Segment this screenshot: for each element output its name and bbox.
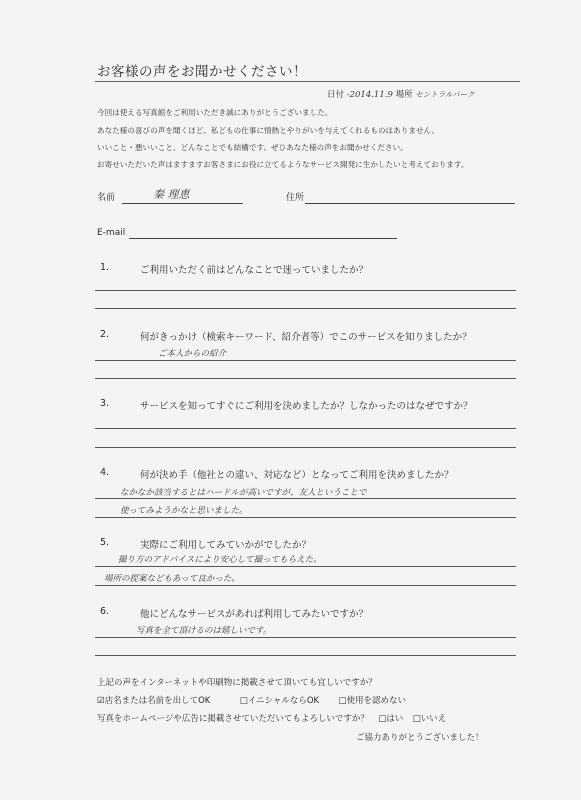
answer-line[interactable]: [95, 655, 516, 656]
answer-text: 使ってみようかなと思いました。: [120, 506, 248, 516]
answer-line[interactable]: [95, 637, 516, 638]
page-title: お客様の声をお聞かせください！: [97, 64, 307, 80]
question-text: 実際にご利用してみていかがでしたか？: [140, 540, 312, 551]
option-no-checkbox[interactable]: □いいえ: [412, 714, 447, 724]
question-number: 1.: [100, 262, 110, 273]
permission-question: 上記の声をインターネットや印刷物に掲載させて頂いても宜しいですか？: [97, 678, 377, 688]
answer-line[interactable]: [95, 360, 516, 361]
option-yes-checkbox[interactable]: □はい: [378, 714, 404, 724]
name-label: 名前: [97, 193, 116, 203]
question-number: 5.: [100, 537, 110, 548]
address-label: 住所: [286, 193, 305, 203]
question-text: 何が決め手（他社との違い、対応など）となってご利用を決めましたか？: [140, 470, 454, 481]
question-text: 他にどんなサービスがあれば利用してみたいですか？: [140, 609, 369, 620]
option-initial-checkbox[interactable]: □イニシャルならOK: [239, 696, 320, 706]
email-label: E-mail: [97, 228, 126, 238]
answer-line[interactable]: [95, 566, 516, 567]
answer-text: なかなか該当するとはハードルが高いですが、友人ということで: [120, 488, 367, 498]
answer-line[interactable]: [95, 517, 516, 518]
thanks-message: ご協力ありがとうございました！: [356, 733, 484, 743]
option-no-use-checkbox[interactable]: □使用を認めない: [338, 696, 407, 706]
email-field[interactable]: [129, 238, 397, 239]
answer-line[interactable]: [95, 585, 516, 586]
address-field[interactable]: [305, 203, 515, 204]
permission-options: [97, 694, 406, 706]
date-place-line: [327, 88, 475, 100]
answer-line[interactable]: [95, 428, 516, 429]
answer-line[interactable]: [95, 308, 516, 309]
intro-line: いいこと・悪いいこと、どんなことでも結構です。ぜひあなた様の声をお聞かせください。: [97, 143, 408, 152]
name-underline: [122, 203, 243, 204]
intro-line: 今回は使える写真館をご利用いただき誠にありがとうございました。: [97, 108, 333, 117]
answer-text: 撮り方のアドバイスにより安心して撮ってもらえた。: [118, 555, 322, 565]
intro-line: あなた様の喜びの声を聞くほど、私どもの仕事に情熱とやりがいを与えてくれるものはありません。: [97, 126, 440, 135]
question-text: 何がきっかけ（検索キーワード、紹介者等）でこのサービスを知りましたか？: [140, 332, 472, 343]
question-text: サービスを知ってすぐにご利用を決めましたか？しなかったのはなぜですか？: [140, 401, 473, 412]
date-label: 日付: [327, 90, 345, 100]
place-label: 場所: [395, 90, 413, 100]
answer-text: ご本人からの紹介: [158, 349, 227, 359]
question-number: 2.: [100, 329, 110, 340]
answer-line[interactable]: [95, 378, 516, 379]
question-number: 6.: [100, 606, 110, 617]
answer-text: 写真を全て頂けるのは嬉しいです。: [136, 626, 272, 636]
photo-permission-line: [97, 712, 446, 724]
question-number: 4.: [100, 467, 110, 478]
name-value[interactable]: 秦 理恵: [153, 188, 190, 201]
place-value: セントラルパーク: [415, 90, 475, 99]
answer-line[interactable]: [95, 290, 516, 291]
question-number: 3.: [100, 398, 110, 409]
title-underline: [95, 81, 520, 82]
photo-question: 写真をホームページや広告に掲載させていただいてもよろしいですか？: [97, 714, 369, 724]
answer-text: 場所の提案などもあって良かった。: [104, 574, 240, 584]
intro-line: お寄せいただいた声はますますお客さまにお役に立てるようなサービス開発に生かしたいと考えております。: [97, 160, 469, 169]
question-text: ご利用いただく前はどんなことで迷っていましたか？: [140, 265, 369, 276]
answer-line[interactable]: [95, 498, 516, 499]
date-value: -2014.11.9: [346, 90, 393, 100]
option-shop-name-checkbox[interactable]: ☑店名または名前を出してOK: [97, 696, 211, 706]
answer-line[interactable]: [95, 447, 516, 448]
